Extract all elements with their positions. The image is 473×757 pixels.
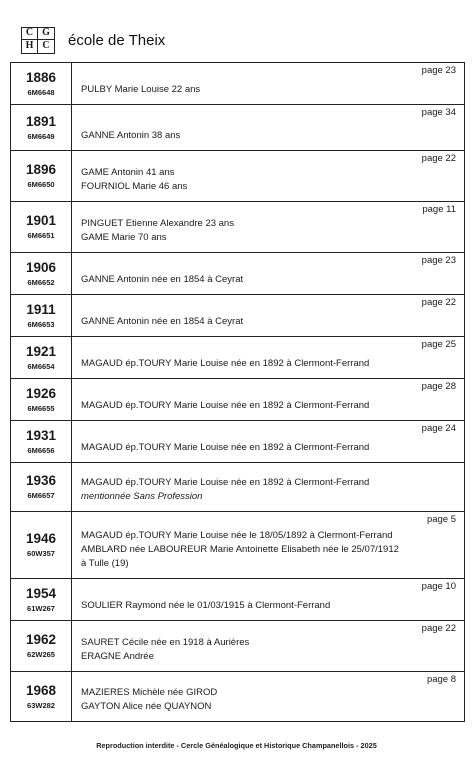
archive-code: 63W282	[27, 700, 55, 710]
census-row	[11, 105, 464, 151]
census-year: 1936	[25, 473, 57, 488]
page-reference: page 22	[421, 153, 456, 164]
year-cell	[11, 421, 72, 462]
census-row	[11, 63, 464, 105]
person-line: MAGAUD ép.TOURY Marie Louise née le 18/05/1892 à Clermont-Ferrand	[81, 530, 393, 541]
census-year: 1962	[25, 632, 57, 647]
entry-content	[72, 151, 464, 201]
census-row	[11, 579, 464, 621]
census-row	[11, 253, 464, 295]
census-row	[11, 379, 464, 421]
logo-letter: H	[22, 40, 38, 53]
page-reference: page 34	[421, 107, 456, 118]
person-line: MAGAUD ép.TOURY Marie Louise née en 1892 à Clermont-Ferrand	[81, 477, 370, 488]
census-row	[11, 621, 464, 672]
census-row	[11, 295, 464, 337]
page-reference: page 23	[421, 65, 456, 76]
census-year: 1921	[25, 343, 57, 359]
entry-content	[72, 379, 464, 420]
entry-content	[72, 579, 464, 620]
person-line: ERAGNE Andrée	[81, 651, 154, 662]
person-line: MAGAUD ép.TOURY Marie Louise née en 1892 à Clermont-Ferrand	[81, 442, 370, 453]
entry-content	[72, 105, 464, 150]
census-year: 1926	[25, 385, 57, 401]
page-reference: page 22	[421, 297, 456, 308]
year-cell	[11, 105, 72, 150]
page-reference: page 28	[421, 381, 456, 392]
cghc-logo	[21, 27, 55, 54]
entry-content	[72, 337, 464, 378]
entry-content	[72, 253, 464, 294]
archive-code: 6M6649	[27, 131, 55, 141]
census-year: 1896	[25, 162, 57, 177]
year-cell	[11, 63, 72, 104]
person-line: GAME Antonin 41 ans	[81, 167, 175, 178]
person-line: MAZIERES Michèle née GIROD	[81, 687, 218, 698]
page-reference: page 24	[421, 423, 456, 434]
year-cell	[11, 379, 72, 420]
person-line: SOULIER Raymond née le 01/03/1915 à Clermont-Ferrand	[81, 600, 331, 611]
census-row	[11, 337, 464, 379]
page-reference: page 8	[426, 674, 456, 685]
entry-content	[72, 202, 464, 252]
census-year: 1911	[26, 301, 56, 317]
census-row	[11, 202, 464, 253]
census-row	[11, 463, 464, 512]
archive-code: 6M6653	[27, 319, 55, 329]
entry-content	[72, 463, 464, 511]
logo-letter: C	[42, 40, 50, 52]
entry-content	[72, 295, 464, 336]
page-reference: page 22	[421, 623, 456, 634]
census-year: 1891	[25, 113, 57, 129]
logo-letter: G	[38, 28, 54, 41]
page-reference: page 11	[422, 204, 456, 215]
census-year: 1901	[25, 213, 57, 228]
footer-copyright: Reproduction interdite - Cercle Généalogique et Historique Champanellois - 2025	[96, 741, 377, 750]
entry-content	[72, 672, 464, 721]
person-line: AMBLARD née LABOUREUR Marie Antoinette Elisabeth née le 25/07/1912	[81, 544, 399, 555]
year-cell	[11, 621, 72, 671]
year-cell	[11, 151, 72, 201]
person-line: PULBY Marie Louise 22 ans	[81, 84, 201, 95]
archive-code: 6M6648	[27, 87, 55, 97]
year-cell	[11, 337, 72, 378]
person-line: GAME Marie 70 ans	[81, 232, 167, 243]
person-line: à Tulle (19)	[81, 558, 129, 569]
census-table	[10, 62, 465, 722]
entry-note: mentionnée Sans Profession	[81, 491, 203, 502]
archive-code: 6M6656	[27, 445, 55, 455]
person-line: GANNE Antonin 38 ans	[81, 130, 181, 141]
year-cell	[11, 672, 72, 721]
person-line: SAURET Cécile née en 1918 à Aurières	[81, 637, 250, 648]
census-year: 1906	[25, 259, 57, 275]
year-cell	[11, 202, 72, 252]
page-reference: page 5	[426, 514, 456, 525]
person-line: GAYTON Alice née QUAYNON	[81, 701, 212, 712]
census-year: 1946	[25, 531, 57, 546]
year-cell	[11, 295, 72, 336]
person-line: MAGAUD ép.TOURY Marie Louise née en 1892 à Clermont-Ferrand	[81, 400, 370, 411]
archive-code: 6M6654	[27, 361, 55, 371]
census-year: 1968	[25, 682, 57, 698]
page-header	[21, 26, 165, 54]
year-cell	[11, 253, 72, 294]
person-line: FOURNIOL Marie 46 ans	[81, 181, 188, 192]
archive-code: 61W267	[27, 603, 55, 613]
person-line: PINGUET Etienne Alexandre 23 ans	[81, 218, 234, 229]
census-year: 1954	[25, 585, 57, 601]
census-year: 1931	[25, 427, 57, 443]
entry-content	[72, 512, 464, 578]
archive-code: 6M6655	[27, 403, 55, 413]
archive-code: 6M6652	[27, 277, 55, 287]
entry-content	[72, 63, 464, 104]
census-year: 1886	[25, 69, 57, 85]
page-reference: page 25	[421, 339, 456, 350]
entry-content	[72, 621, 464, 671]
archive-code: 62W265	[27, 650, 55, 659]
page-reference: page 10	[421, 581, 456, 592]
year-cell	[11, 512, 72, 578]
page-title: école de Theix	[68, 31, 166, 49]
census-row	[11, 421, 464, 463]
census-row	[11, 151, 464, 202]
year-cell	[11, 579, 72, 620]
person-line: GANNE Antonin née en 1854 à Ceyrat	[81, 274, 244, 285]
logo-letter: C	[22, 28, 38, 41]
archive-code: 6M6651	[27, 231, 55, 240]
archive-code: 60W357	[27, 549, 55, 558]
entry-content	[72, 421, 464, 462]
census-row	[11, 512, 464, 579]
person-line: GANNE Antonin née en 1854 à Ceyrat	[81, 316, 244, 327]
page-reference: page 23	[421, 255, 456, 266]
census-row	[11, 672, 464, 721]
year-cell	[11, 463, 72, 511]
archive-code: 6M6657	[27, 491, 55, 500]
archive-code: 6M6650	[27, 180, 55, 189]
person-line: MAGAUD ép.TOURY Marie Louise née en 1892 à Clermont-Ferrand	[81, 358, 370, 369]
